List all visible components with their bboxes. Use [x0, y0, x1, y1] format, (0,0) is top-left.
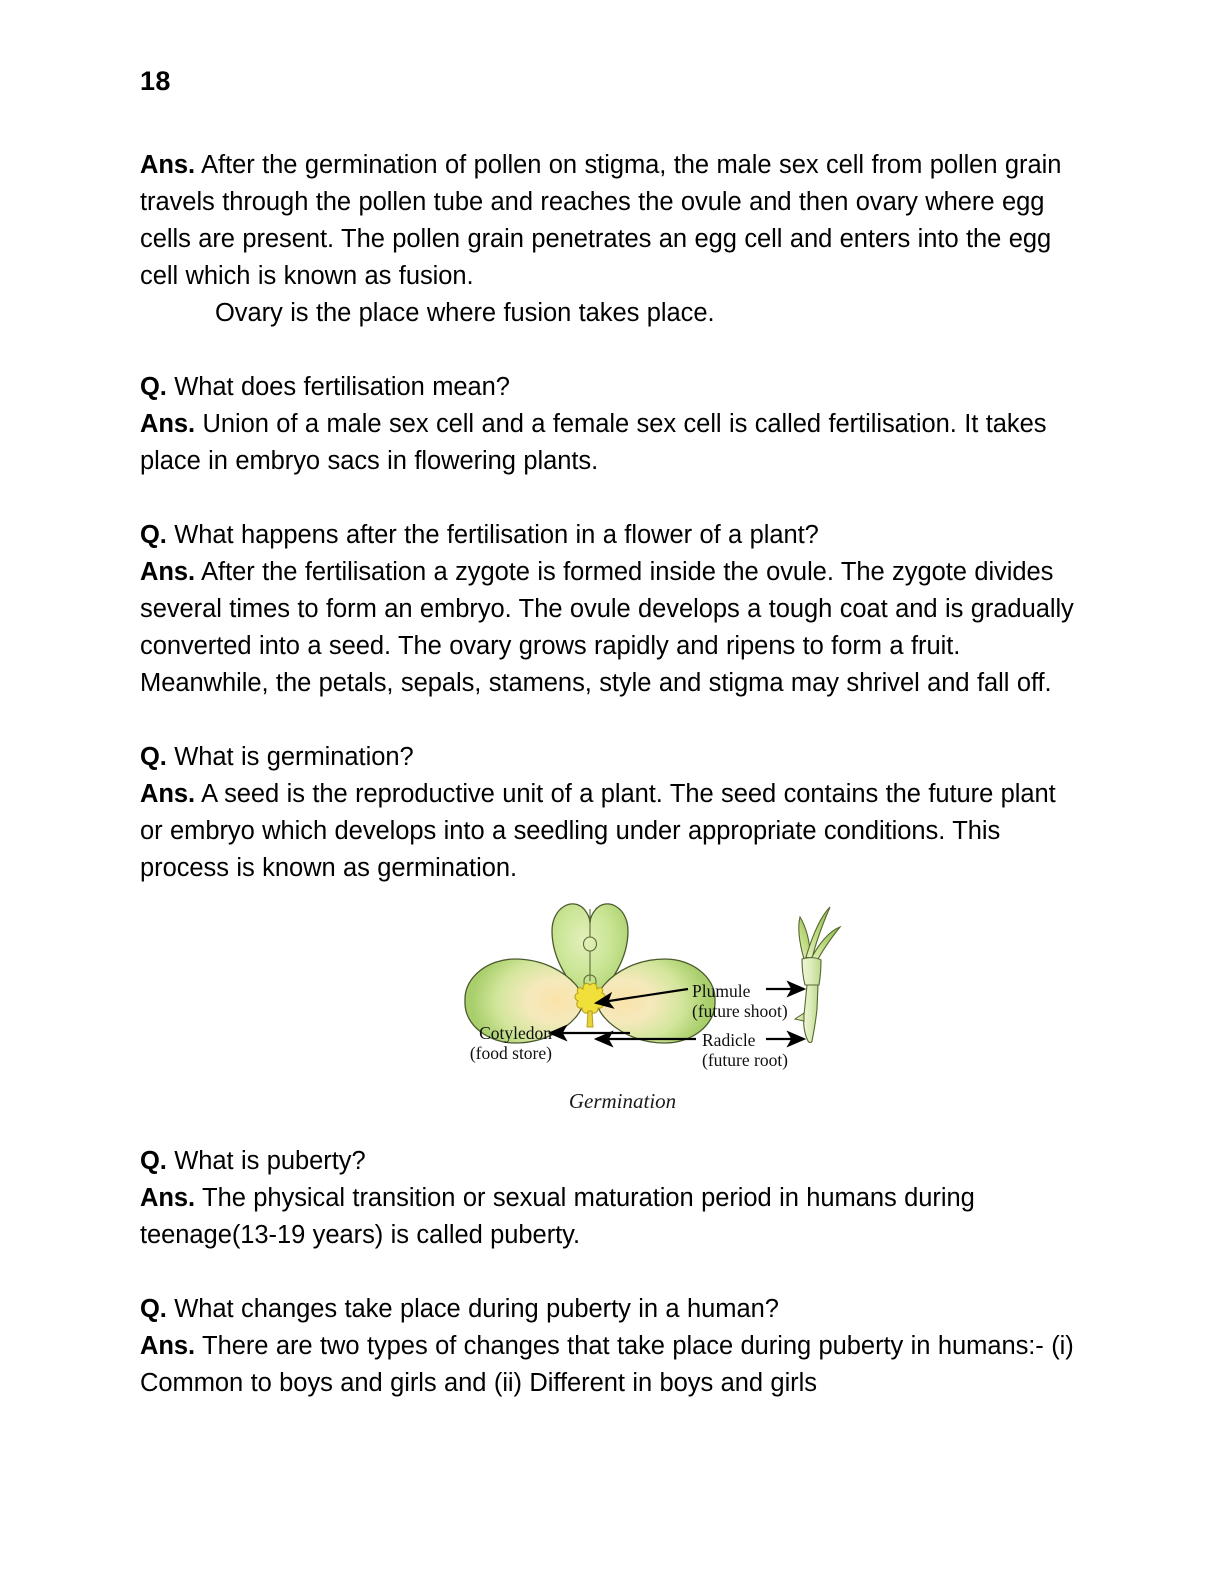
answer-line-4 [140, 1328, 1075, 1402]
figure-label-cotyledon [402, 1023, 552, 1063]
intro-answer-text: After the germination of pollen on stigma, the male sex cell from pollen grain travels through the pollen tube and reaches the ovule and then ovary where egg cells are present. The pollen grain penetrates an egg cell and enters into the egg cell which is known as fusion. [140, 151, 1062, 290]
qa-block-1 [140, 517, 1075, 702]
question-text: What is puberty? [166, 1147, 366, 1175]
seedling-illustration [795, 907, 840, 1043]
question-lead-label: Q. [140, 1295, 167, 1323]
cotyledon-label-line2: (food store) [469, 1043, 552, 1063]
answer-text: A seed is the reproductive unit of a plant. The seed contains the future plant or embryo which develops into a seedling under appropriate conditions. This process is known as germination. [140, 780, 1056, 882]
answer-lead-label: Ans. [140, 1184, 196, 1212]
plumule-label-line2: (future shoot) [692, 1001, 788, 1021]
question-line-0 [140, 369, 1075, 406]
answer-text: There are two types of changes that take place during puberty in humans:- (i) Common to boys and girls and (ii) Different in boys and girls [140, 1332, 1074, 1397]
qa-block-4 [140, 1291, 1075, 1402]
qa-block-3 [140, 1143, 1075, 1254]
question-lead-label: Q. [140, 521, 167, 549]
question-lead-label: Q. [140, 373, 167, 401]
answer-lead-label: Ans. [140, 558, 196, 586]
answer-line-3 [140, 1180, 1075, 1254]
figure-label-radicle [702, 1030, 788, 1070]
hypocotyl-shape [802, 958, 821, 985]
question-text: What does fertilisation mean? [166, 373, 510, 401]
root-hair-shape [795, 1013, 804, 1021]
answer-lead-label: Ans. [140, 1332, 196, 1360]
intro-answer-second-line: Ovary is the place where fusion takes place. [215, 299, 715, 327]
page-number: 18 [140, 66, 171, 96]
radicle-label-line1: Radicle [702, 1030, 756, 1050]
page-content [140, 0, 1075, 1402]
radicle-label-line2: (future root) [702, 1050, 789, 1070]
qa-block-0 [140, 369, 1075, 480]
question-lead-label: Q. [140, 743, 167, 771]
answer-line-2 [140, 776, 1075, 887]
figure-caption: Germination [568, 1089, 677, 1113]
radicle-root-shape [804, 985, 818, 1043]
cotyledon-label-line1: Cotyledon [479, 1023, 552, 1043]
intro-answer-paragraph [140, 147, 1075, 295]
answer-text: Union of a male sex cell and a female sex cell is called fertilisation. It takes place in embryo sacs in flowering plants. [140, 410, 1047, 475]
question-line-2 [140, 739, 1075, 776]
answer-text: The physical transition or sexual maturation period in humans during teenage(13-19 years) is called puberty. [140, 1184, 975, 1249]
question-line-3 [140, 1143, 1075, 1180]
question-lead-label: Q. [140, 1147, 167, 1175]
answer-line-0 [140, 406, 1075, 480]
answer-lead-label: Ans. [140, 151, 196, 179]
question-text: What changes take place during puberty in a human? [166, 1295, 779, 1323]
germination-diagram-svg [140, 893, 1075, 1093]
answer-lead-label: Ans. [140, 410, 196, 438]
question-line-1 [140, 517, 1075, 554]
radicle-tip-shape [587, 1011, 593, 1027]
figure-label-plumule [692, 981, 788, 1021]
germination-figure [140, 893, 1075, 1143]
answer-line-1 [140, 554, 1075, 702]
qa-block-2 [140, 739, 1075, 887]
answer-lead-label: Ans. [140, 780, 196, 808]
question-line-4 [140, 1291, 1075, 1328]
question-text: What happens after the fertilisation in a flower of a plant? [166, 521, 819, 549]
question-text: What is germination? [166, 743, 414, 771]
answer-text: After the fertilisation a zygote is formed inside the ovule. The zygote divides several times to form an embryo. The ovule develops a tough coat and is gradually converted into a seed. The ovary grows rapidly and ripens to form a fruit. Meanwhile, the petals, sepals, stamens, style and stigma may shrivel and fall off. [140, 558, 1074, 697]
plumule-label-line1: Plumule [692, 981, 751, 1001]
